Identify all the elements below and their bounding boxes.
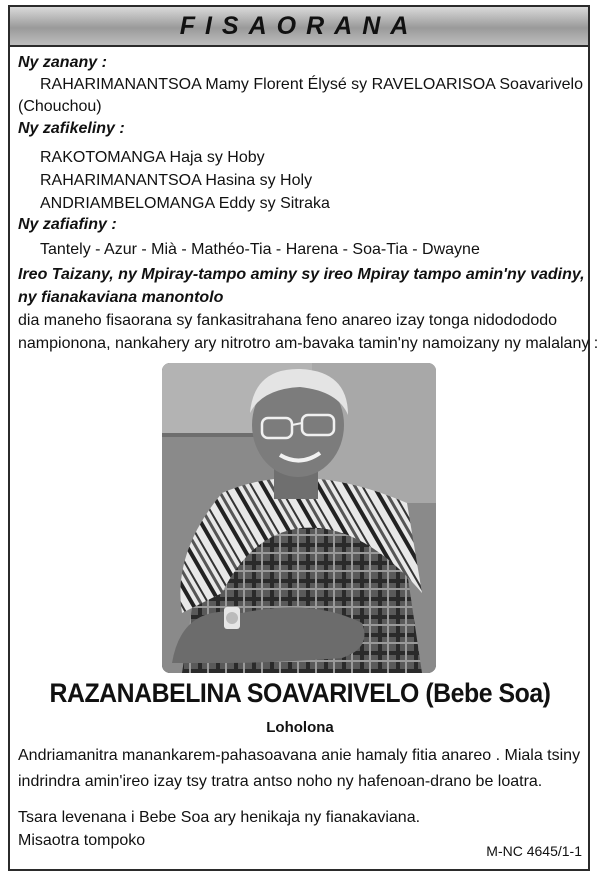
closing-text: Tsara levenana i Bebe Soa ary henikaja ny fianakaviana. bbox=[18, 809, 421, 826]
grandchildren-heading: Ny zafikeliny : bbox=[18, 120, 125, 137]
grandchildren-item: RAKOTOMANGA Haja sy Hoby bbox=[40, 149, 265, 166]
closing-text: Misaotra tompoko bbox=[18, 832, 146, 849]
reference-code: M-NC 4645/1-1 bbox=[486, 843, 582, 859]
portrait-photo bbox=[162, 363, 436, 673]
thanks-text: nampionona, nankahery ary nitrotro am-bavaka tamin'ny namoizany ny malalany : bbox=[18, 335, 599, 352]
extended-family-line: Ireo Taizany, ny Mpiray-tampo aminy sy ireo Mpiray tampo amin'ny vadiny, bbox=[18, 266, 585, 283]
extended-family-line: ny fianakaviana manontolo bbox=[18, 289, 224, 306]
title-banner bbox=[10, 7, 588, 47]
deceased-name: RAZANABELINA SOAVARIVELO (Bebe Soa) bbox=[49, 678, 551, 708]
great-grandchildren-names: Tantely - Azur - Mià - Mathéo-Tia - Harena - Soa-Tia - Dwayne bbox=[40, 241, 480, 258]
great-grandchildren-heading: Ny zafiafiny : bbox=[18, 216, 117, 233]
closing-text: Andriamanitra manankarem-pahasoavana anie hamaly fitia anareo . Miala tsiny bbox=[18, 747, 581, 764]
closing-text: indrindra amin'ireo izay tsy tratra antso noho ny hafenoan-drano be loatra. bbox=[18, 773, 543, 790]
notice-title: FISAORANA bbox=[179, 12, 419, 40]
grandchildren-item: ANDRIAMBELOMANGA Eddy sy Sitraka bbox=[40, 195, 330, 212]
children-names: RAHARIMANANTSOA Mamy Florent Élysé sy RAVELOARISOA Soavarivelo bbox=[40, 76, 583, 93]
grandchildren-item: RAHARIMANANTSOA Hasina sy Holy bbox=[40, 172, 313, 189]
children-names-cont: (Chouchou) bbox=[18, 98, 102, 115]
deceased-title: Loholona bbox=[266, 719, 334, 736]
children-heading: Ny zanany : bbox=[18, 54, 107, 71]
thanks-text: dia maneho fisaorana sy fankasitrahana feno anareo izay tonga nidodododo bbox=[18, 312, 558, 329]
portrait-illustration bbox=[162, 363, 436, 673]
